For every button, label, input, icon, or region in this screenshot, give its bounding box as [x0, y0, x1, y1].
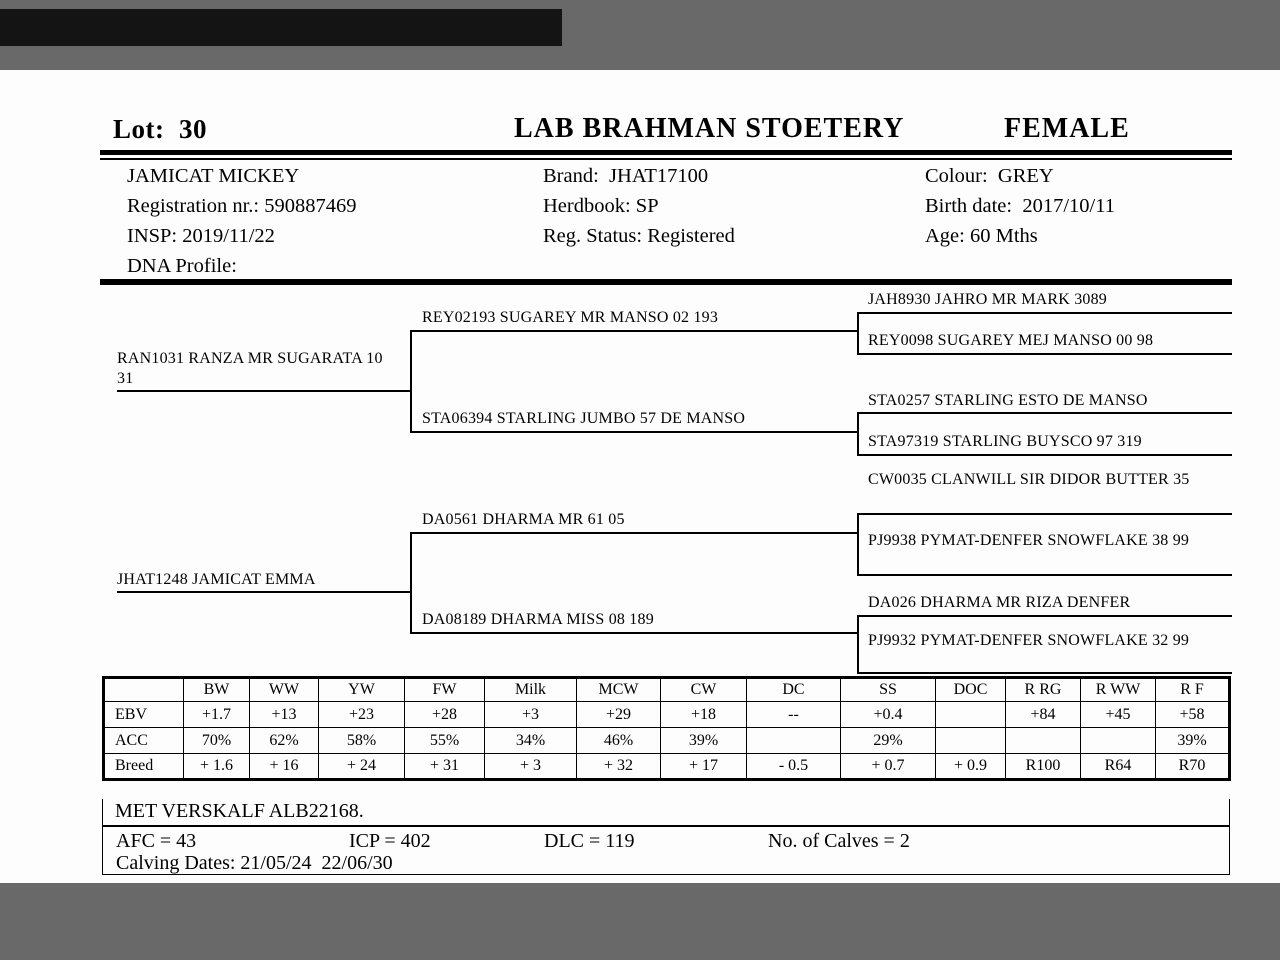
ebv-value-cell: R70 [1156, 754, 1230, 780]
pedigree-dam-sire: DA0561 DHARMA MR 61 05 [422, 511, 625, 528]
info-column-middle [543, 161, 735, 251]
calves-count: No. of Calves = 2 [768, 830, 910, 852]
ebv-header-cell: YW [319, 678, 405, 702]
ebv-value-cell: + 17 [661, 754, 747, 780]
pedigree-connector [117, 390, 412, 392]
pedigree-great-grandparent-2: REY0098 SUGAREY MEJ MANSO 00 98 [868, 332, 1154, 349]
pedigree-connector [857, 574, 1232, 576]
pedigree-connector [857, 615, 1232, 617]
pedigree-connector [857, 312, 859, 355]
pedigree-sire: RAN1031 RANZA MR SUGARATA 10 31 [117, 350, 383, 387]
ebv-value-cell: +45 [1081, 702, 1156, 728]
pedigree-connector [857, 615, 859, 674]
inspection-date: INSP: 2019/11/22 [127, 225, 275, 247]
ebv-value-cell: +84 [1006, 702, 1081, 728]
birth-date: Birth date: 2017/10/11 [925, 195, 1115, 217]
ebv-value-cell [936, 702, 1006, 728]
ebv-value-cell: 58% [319, 728, 405, 754]
animal-name: JAMICAT MICKEY [127, 165, 300, 187]
ebv-value-cell: +13 [250, 702, 319, 728]
ebv-value-cell: +28 [405, 702, 485, 728]
ebv-header-row [104, 678, 1230, 702]
ebv-header-cell: SS [841, 678, 936, 702]
ebv-value-cell: 34% [485, 728, 577, 754]
pedigree-great-grandparent-8: PJ9932 PYMAT-DENFER SNOWFLAKE 32 99 [868, 632, 1190, 649]
pedigree-great-grandparent-5: CW0035 CLANWILL SIR DIDOR BUTTER 35 [868, 471, 1190, 488]
ebv-value-cell: +3 [485, 702, 577, 728]
ebv-header-cell: WW [250, 678, 319, 702]
pedigree-connector [857, 513, 859, 576]
ebv-header-cell: R WW [1081, 678, 1156, 702]
info-column-right [925, 161, 1115, 251]
pedigree-connector [857, 513, 1232, 515]
breed-row [104, 754, 1230, 780]
ebv-header-cell: FW [405, 678, 485, 702]
ebv-value-cell: 55% [405, 728, 485, 754]
top-scan-band [0, 0, 1280, 70]
ebv-header-cell: Milk [485, 678, 577, 702]
pedigree-connector [857, 412, 859, 456]
pedigree-great-grandparent-6: PJ9938 PYMAT-DENFER SNOWFLAKE 38 99 [868, 532, 1190, 549]
pedigree-connector [857, 454, 1232, 456]
colour: Colour: GREY [925, 165, 1054, 187]
ebv-value-cell: + 1.6 [184, 754, 250, 780]
info-column-left [127, 161, 356, 281]
pedigree-connector [410, 330, 412, 433]
ebv-value-cell: +23 [319, 702, 405, 728]
top-black-bar [0, 9, 562, 46]
bottom-scan-band [0, 883, 1280, 960]
ebv-value-cell: + 0.7 [841, 754, 936, 780]
ebv-value-cell [747, 728, 841, 754]
ebv-header-cell: MCW [577, 678, 661, 702]
calving-dates: Calving Dates: 21/05/24 22/06/30 [116, 852, 393, 874]
pedigree-connector [410, 532, 412, 634]
ebv-header-cell: DC [747, 678, 841, 702]
ebv-value-cell: +0.4 [841, 702, 936, 728]
pedigree-connector [410, 431, 859, 433]
ebv-row-label: EBV [104, 702, 184, 728]
age: Age: 60 Mths [925, 225, 1038, 247]
ebv-header-cell [104, 678, 184, 702]
stud-title: LAB BRAHMAN STOETERY [514, 113, 905, 144]
pedigree-connector [857, 312, 1232, 314]
ebv-value-cell [1081, 728, 1156, 754]
herdbook: Herdbook: SP [543, 195, 659, 217]
ebv-row [104, 702, 1230, 728]
ebv-value-cell: +29 [577, 702, 661, 728]
pedigree-great-grandparent-7: DA026 DHARMA MR RIZA DENFER [868, 594, 1131, 611]
pedigree-connector [410, 532, 859, 534]
ebv-value-cell: 39% [1156, 728, 1230, 754]
pedigree-great-grandparent-4: STA97319 STARLING BUYSCO 97 319 [868, 433, 1142, 450]
ebv-value-cell: 70% [184, 728, 250, 754]
afc-value: AFC = 43 [116, 830, 197, 852]
ebv-value-cell: + 16 [250, 754, 319, 780]
ebv-value-cell: -- [747, 702, 841, 728]
ebv-value-cell [1006, 728, 1081, 754]
ebv-header-cell: R F [1156, 678, 1230, 702]
pedigree-dam: JHAT1248 JAMICAT EMMA [117, 571, 316, 588]
ebv-value-cell: 29% [841, 728, 936, 754]
ebv-header-cell: DOC [936, 678, 1006, 702]
registration-number: Registration nr.: 590887469 [127, 195, 357, 217]
ebv-value-cell: +18 [661, 702, 747, 728]
ebv-header-cell: CW [661, 678, 747, 702]
sex-label: FEMALE [1004, 113, 1130, 144]
pedigree-sire-sire: REY02193 SUGAREY MR MANSO 02 193 [422, 309, 719, 326]
acc-row [104, 728, 1230, 754]
icp-value: ICP = 402 [349, 830, 431, 852]
pedigree-connector [117, 591, 412, 593]
ebv-value-cell: 62% [250, 728, 319, 754]
ebv-value-cell: +58 [1156, 702, 1230, 728]
ebv-header-cell: BW [184, 678, 250, 702]
ebv-value-cell [936, 728, 1006, 754]
reg-status: Reg. Status: Registered [543, 225, 735, 247]
notes-box [102, 799, 1230, 875]
info-rule [100, 279, 1232, 285]
ebv-value-cell: R64 [1081, 754, 1156, 780]
pedigree-connector [857, 412, 1232, 414]
pedigree-connector [857, 672, 1232, 674]
ebv-value-cell: +1.7 [184, 702, 250, 728]
ebv-value-cell: 39% [661, 728, 747, 754]
ebv-value-cell: R100 [1006, 754, 1081, 780]
ebv-value-cell: + 31 [405, 754, 485, 780]
ebv-value-cell: + 32 [577, 754, 661, 780]
pedigree-dam-dam: DA08189 DHARMA MISS 08 189 [422, 611, 654, 628]
ebv-value-cell: + 0.9 [936, 754, 1006, 780]
ebv-row-label: ACC [104, 728, 184, 754]
ebv-value-cell: + 3 [485, 754, 577, 780]
header-rule [100, 150, 1232, 160]
remark-text: MET VERSKALF ALB22168. [103, 799, 1229, 827]
pedigree-connector [410, 330, 859, 332]
brand: Brand: JHAT17100 [543, 165, 709, 187]
dna-profile: DNA Profile: [127, 255, 237, 277]
ebv-value-cell: 46% [577, 728, 661, 754]
pedigree-sire-dam: STA06394 STARLING JUMBO 57 DE MANSO [422, 410, 746, 427]
pedigree-great-grandparent-3: STA0257 STARLING ESTO DE MANSO [868, 392, 1148, 409]
dlc-value: DLC = 119 [544, 830, 635, 852]
lot-number: Lot: 30 [113, 114, 207, 144]
pedigree-connector [410, 632, 859, 634]
ebv-header-cell: R RG [1006, 678, 1081, 702]
ebv-value-cell: + 24 [319, 754, 405, 780]
pedigree-connector [857, 353, 1232, 355]
ebv-table [102, 676, 1231, 781]
pedigree-great-grandparent-1: JAH8930 JAHRO MR MARK 3089 [868, 291, 1108, 308]
ebv-row-label: Breed [104, 754, 184, 780]
catalog-page [0, 70, 1280, 883]
ebv-value-cell: - 0.5 [747, 754, 841, 780]
